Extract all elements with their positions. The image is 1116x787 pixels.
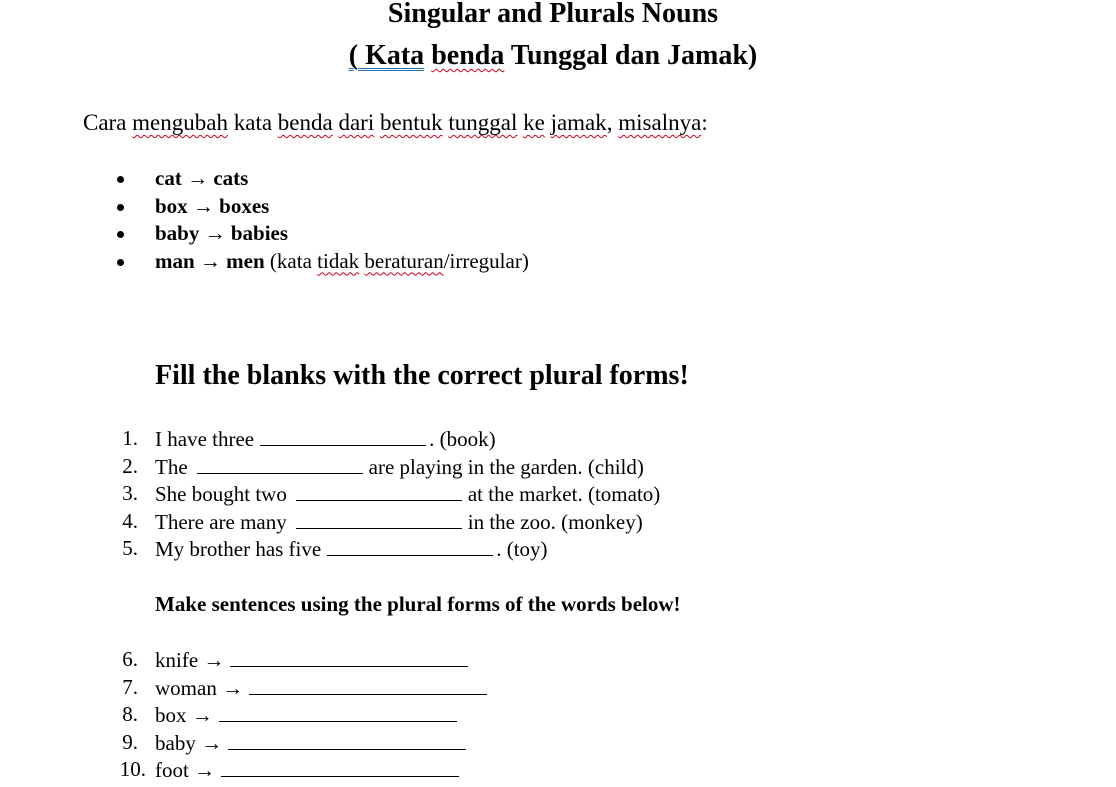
title-line-1: Singular and Plurals Nouns (387, 0, 719, 29)
subtitle-jamak: Jamak (667, 40, 748, 71)
answer-blank[interactable] (219, 701, 457, 722)
bullet-icon (117, 259, 124, 266)
list-item: 2. The are playing in the garden. (child) (122, 453, 644, 479)
answer-blank[interactable] (296, 508, 462, 529)
fill-blank-list (0, 425, 900, 563)
bullet-icon (117, 231, 124, 238)
document-page: Singular and Plurals Nouns ( Kata benda Tunggal dan Jamak) Cara mengubah kata benda dari bentuk tunggal ke jamak, misalnya: cat → cats box → boxes baby → babies man → men (kata tidak beraturan/irregular) Fill the blanks with the correct plural forms! 1. I have three . (book) 2. The are playing in the garden. (child) 3. She bought two at the market. (tomato) 4. There are many in the zoo. (monkey) 5. My brother has five . (toy) Make sentences using the plural forms of the words below! 6. knife → 7. woman → 8. box → 9. baby → 10. foot → (0, 0, 1116, 787)
page-title (0, 0, 1106, 30)
answer-blank[interactable] (221, 756, 459, 777)
subtitle-close: ) (747, 40, 758, 71)
sentence-list (0, 646, 900, 784)
answer-blank[interactable] (327, 535, 493, 556)
bullet-icon (117, 176, 124, 183)
answer-blank[interactable] (249, 674, 487, 695)
page-subtitle (0, 40, 1106, 72)
list-item: 8. box → (0, 701, 900, 729)
answer-blank[interactable] (197, 453, 363, 474)
list-item: 4. There are many in the zoo. (monkey) (122, 508, 643, 534)
bullet-icon (117, 204, 124, 211)
list-item: 9. baby → (0, 729, 900, 757)
answer-blank[interactable] (228, 729, 466, 750)
answer-blank[interactable] (230, 646, 468, 667)
section1-heading: Fill the blanks with the correct plural forms! (155, 360, 689, 391)
list-item: 7. woman → (0, 674, 900, 702)
list-item: 3. She bought two at the market. (tomato) (122, 481, 661, 506)
answer-blank[interactable] (260, 425, 426, 446)
list-item: 10. foot → (0, 756, 900, 784)
subtitle-open: ( Kata (348, 40, 425, 71)
subtitle-rest: Tunggal dan (504, 40, 668, 71)
intro-paragraph: Cara mengubah kata benda dari bentuk tunggal ke jamak, misalnya: (83, 110, 708, 135)
section2-heading: Make sentences using the plural forms of the words below! (155, 592, 681, 616)
subtitle-benda: benda (431, 40, 505, 71)
list-item: 5. My brother has five . (toy) (122, 536, 548, 561)
list-item: 1. I have three . (book) (122, 426, 496, 451)
answer-blank[interactable] (296, 480, 462, 501)
list-item: 6. knife → (0, 646, 900, 674)
